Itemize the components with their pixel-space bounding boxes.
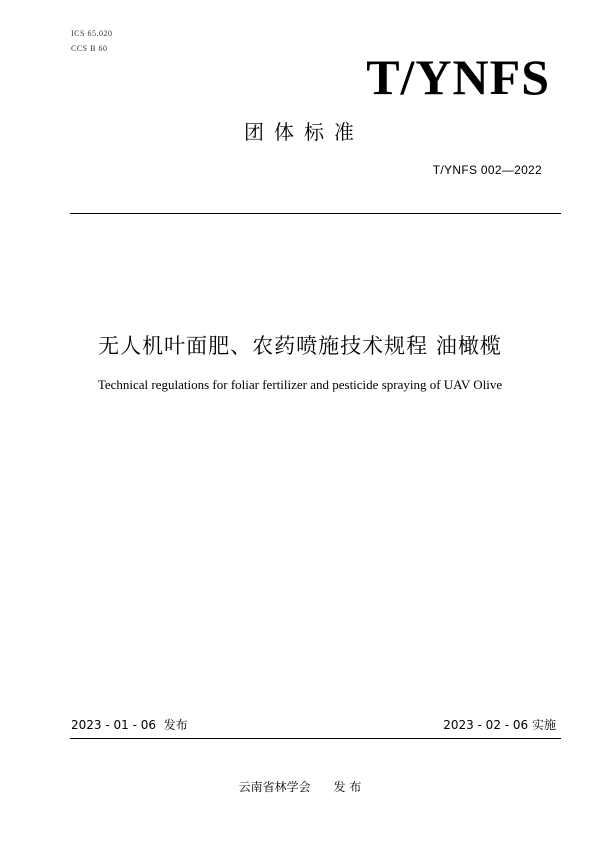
issue-date: 2023 - 01 - 06 发布 [71, 718, 188, 732]
publisher: 云南省林学会 发 布 [238, 780, 362, 794]
ccs-code: CCS B 60 [71, 44, 108, 53]
top-divider [70, 213, 561, 214]
standard-logo: T/YNFS [366, 49, 550, 105]
bottom-divider [70, 738, 561, 739]
title-chinese: 无人机叶面肥、农药喷施技术规程 油橄榄 [98, 334, 502, 358]
implementation-date: 2023 - 02 - 06 实施 [443, 718, 556, 732]
ics-code: ICS 65.020 [71, 29, 113, 38]
standard-type: 团体标准 [244, 120, 364, 144]
standard-number: T/YNFS 002—2022 [432, 163, 542, 177]
title-english: Technical regulations for foliar fertilizer and pesticide spraying of UAV Olive [97, 377, 503, 392]
